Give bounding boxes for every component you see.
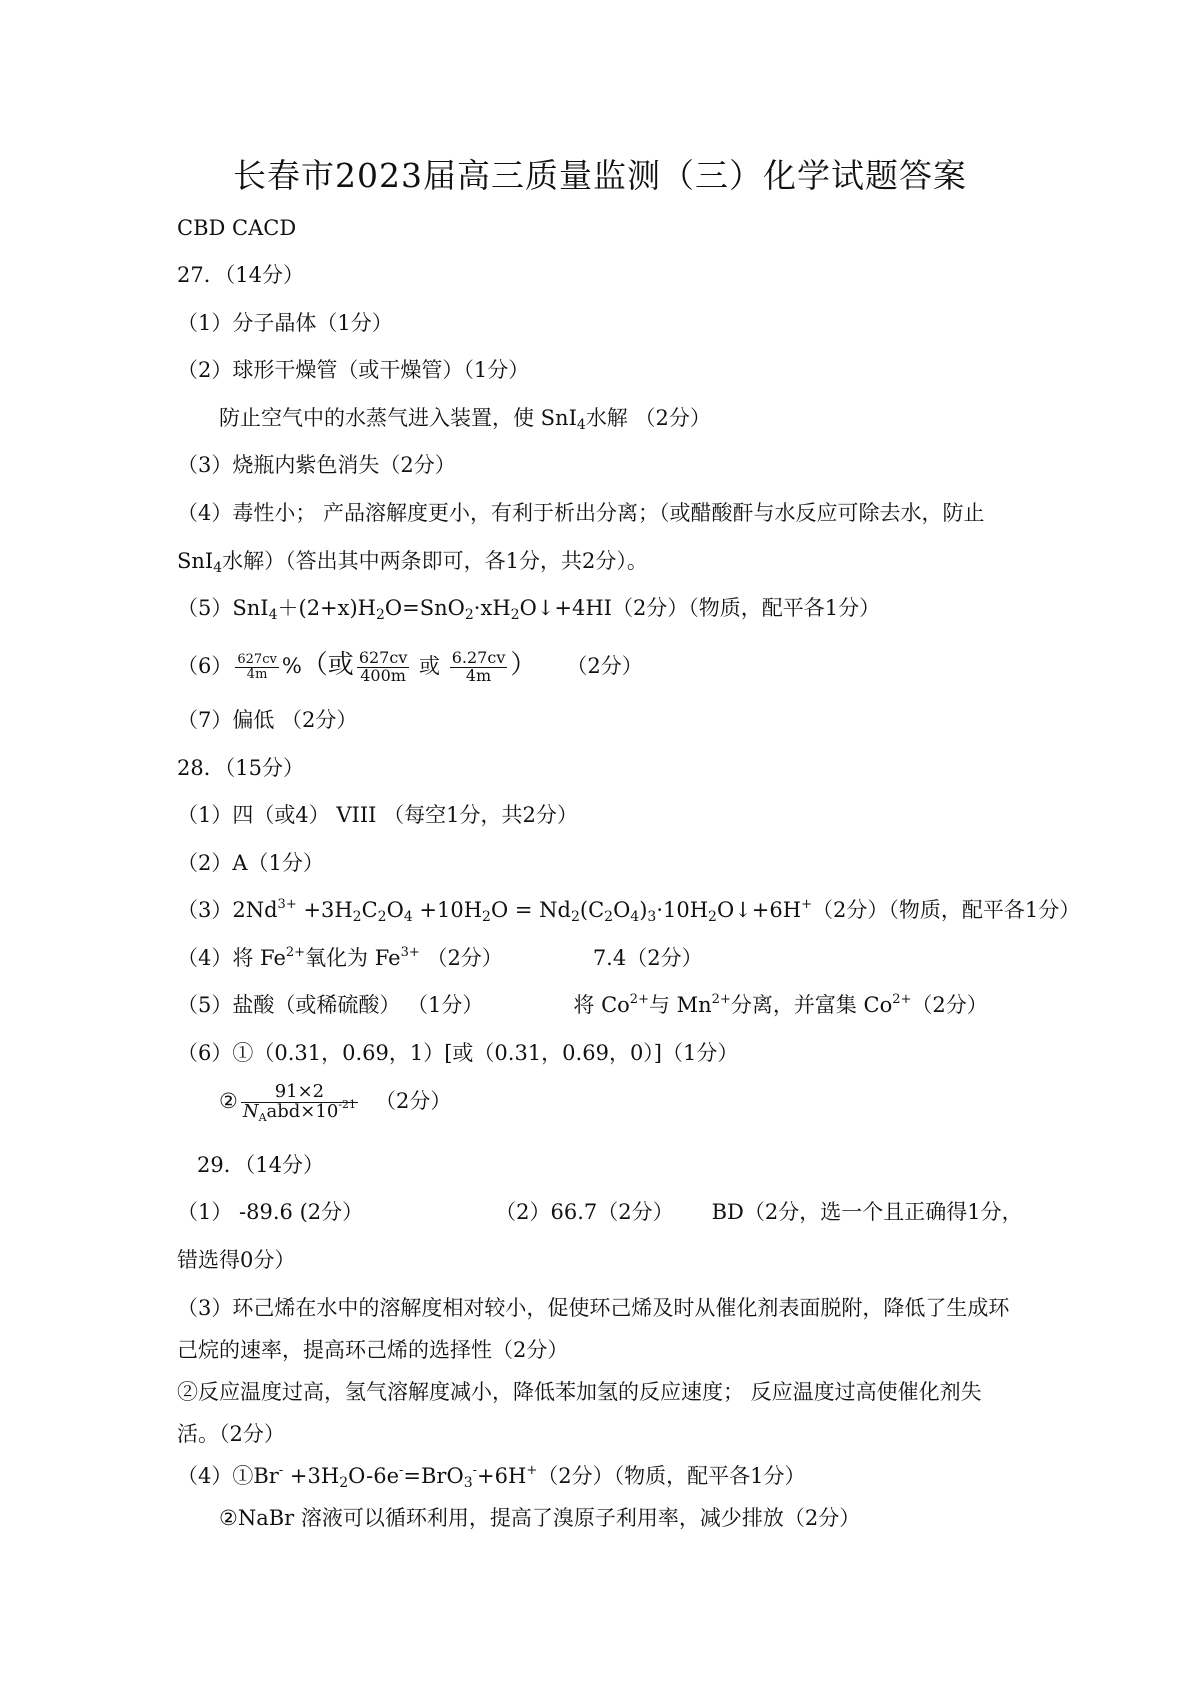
score: （2分） — [375, 1089, 452, 1113]
q28-part1: （1）四（或4） VIII （每空1分，共2分） — [177, 803, 578, 827]
subscript: 4 — [213, 560, 223, 576]
subscript: 4 — [268, 607, 278, 623]
text: ＋(2+x)H — [277, 596, 376, 620]
numerator: 627cv — [358, 648, 408, 668]
text: （2分） — [419, 946, 503, 970]
or-open: （或 — [301, 650, 354, 680]
q29-part4-equation — [177, 1462, 805, 1490]
fraction-627cv-400m — [357, 650, 410, 685]
subscript: 4 — [403, 909, 413, 925]
circle-number: ② — [219, 1089, 238, 1113]
text: 水解 （2分） — [585, 406, 711, 430]
text: O↓+6H — [716, 898, 802, 922]
subscript: A — [258, 1111, 267, 1124]
superscript: 3+ — [277, 897, 297, 912]
numerator: 627cv — [237, 652, 277, 668]
text: =BrO — [403, 1464, 464, 1488]
q27-part5-equation — [177, 594, 880, 622]
q28-part4 — [177, 944, 703, 972]
q28-part2: （2）A（1分） — [177, 851, 324, 875]
close-paren: ） — [510, 650, 537, 680]
q27-part2: （2）球形干燥管（或干燥管）（1分） — [177, 358, 530, 382]
q27-part1: （1）分子晶体（1分） — [177, 311, 393, 335]
subscript: 2 — [604, 909, 614, 925]
text: ) — [639, 898, 648, 922]
page-title: 长春市2023届高三质量监测（三）化学试题答案 — [233, 156, 967, 195]
denominator: 400m — [360, 666, 406, 685]
denominator: 4m — [465, 666, 492, 685]
text: 水解）（答出其中两条即可，各1分，共2分）。 — [222, 549, 648, 573]
q29-part3-line3: ②反应温度过高，氢气溶解度减小，降低苯加氢的反应速度； 反应温度过高使催化剂失 — [177, 1380, 982, 1404]
text: （2）66.7（2分） — [495, 1200, 674, 1224]
q29-part3-line2: 己烷的速率，提高环己烯的选择性（2分） — [177, 1338, 569, 1362]
subscript: 4 — [576, 417, 586, 433]
subscript: 3 — [647, 909, 657, 925]
q28-part5 — [177, 991, 988, 1019]
text: O — [613, 898, 631, 922]
q29-part4-second: ②NaBr 溶液可以循环利用，提高了溴原子利用率，减少排放（2分） — [219, 1506, 861, 1530]
fraction-627cv-4m — [235, 653, 278, 681]
subscript: 2 — [464, 607, 474, 623]
q27-part4-line2 — [177, 547, 648, 575]
text: O — [386, 898, 404, 922]
text: ·10H — [656, 898, 709, 922]
q28-header: 28．（15分） — [177, 756, 304, 780]
text: 与 Mn — [648, 993, 712, 1017]
text: C — [361, 898, 378, 922]
text: (C — [579, 898, 605, 922]
subscript: 2 — [570, 909, 580, 925]
q27-part4-line1: （4）毒性小； 产品溶解度更小，有利于析出分离；（或醋酸酐与水反应可除去水，防止 — [177, 501, 985, 525]
text: 将 Co — [573, 993, 630, 1017]
text: +6H — [477, 1464, 527, 1488]
denominator: 4m — [246, 667, 268, 682]
subscript: 2 — [482, 909, 491, 925]
q28-part6-density — [219, 1080, 451, 1122]
q27-part3: （3）烧瓶内紫色消失（2分） — [177, 453, 456, 477]
numerator: 91×2 — [241, 1083, 358, 1103]
superscript: - — [472, 1463, 478, 1478]
superscript: 2+ — [629, 992, 649, 1007]
q28-part3-equation — [177, 896, 1080, 924]
subscript: 2 — [510, 607, 520, 623]
text: +10H — [412, 898, 483, 922]
superscript: -21 — [338, 1098, 357, 1111]
text: O↓+4HI（2分）（物质，配平各1分） — [519, 596, 881, 620]
text: （2分）（物质，配平各1分） — [811, 898, 1081, 922]
text: （1） -89.6 (2分） — [177, 1200, 364, 1224]
subscript: 2 — [376, 607, 385, 623]
or-word: 或 — [419, 654, 441, 678]
superscript: 2+ — [711, 992, 731, 1007]
superscript: - — [278, 1463, 284, 1478]
q29-part1-2 — [177, 1198, 1023, 1226]
part-label: （6） — [177, 654, 233, 678]
fraction-6.27cv-4m — [450, 650, 508, 685]
text: （4）①Br — [177, 1464, 279, 1488]
text: 氧化为 Fe — [305, 946, 401, 970]
text: （4）将 Fe — [177, 946, 286, 970]
text: （2分） — [911, 993, 988, 1017]
subscript: 2 — [339, 1475, 349, 1491]
text: （5）SnI — [177, 596, 269, 620]
text: BD（2分，选一个且正确得1分， — [711, 1200, 1023, 1224]
numerator: 6.27cv — [451, 648, 506, 668]
superscript: 2+ — [892, 992, 912, 1007]
text: 7.4（2分） — [592, 946, 703, 970]
subscript: 2 — [352, 909, 362, 925]
text: O-6e — [348, 1464, 399, 1488]
q29-part3-line1: （3）环己烯在水中的溶解度相对较小，促使环己烯及时从催化剂表面脱附，降低了生成环 — [177, 1296, 1010, 1320]
superscript: + — [526, 1463, 538, 1478]
subscript: 2 — [708, 909, 717, 925]
text: （3）2Nd — [177, 898, 278, 922]
multiple-choice-answers: CBD CACD — [177, 216, 297, 240]
text: （5）盐酸（或稀硫酸） （1分） — [177, 993, 484, 1017]
text: +3H — [283, 1464, 340, 1488]
q27-part2-reason — [219, 404, 711, 432]
subscript: 4 — [630, 909, 640, 925]
q27-part6-expression — [177, 645, 643, 686]
superscript: 2+ — [285, 945, 306, 960]
q29-part2-cont: 错选得0分） — [177, 1248, 296, 1272]
superscript: + — [801, 897, 812, 912]
percent-sign: % — [281, 654, 302, 678]
text: O=SnO — [384, 596, 465, 620]
text: +3H — [296, 898, 353, 922]
superscript: 3+ — [400, 945, 420, 960]
q28-part6: （6）①（0.31，0.69，1）[或（0.31，0.69，0）]（1分） — [177, 1041, 739, 1065]
score: （2分） — [566, 654, 643, 678]
superscript: - — [399, 1463, 404, 1478]
subscript: 2 — [377, 909, 387, 925]
text: O = Nd — [490, 898, 571, 922]
text: N — [242, 1101, 259, 1122]
denominator — [241, 1098, 358, 1124]
text: 防止空气中的水蒸气进入装置，使 SnI — [219, 406, 577, 430]
text: （2分）（物质，配平各1分） — [537, 1464, 806, 1488]
q27-header: 27．（14分） — [177, 263, 304, 287]
text: 分离，并富集 Co — [730, 993, 893, 1017]
text: ·xH — [473, 596, 511, 620]
density-fraction — [241, 1083, 358, 1122]
text: SnI — [177, 549, 214, 573]
q29-header: 29．（14分） — [197, 1153, 324, 1177]
q27-part7: （7）偏低 （2分） — [177, 708, 358, 732]
subscript: 3 — [463, 1475, 473, 1491]
text: abd×10 — [266, 1101, 339, 1122]
q29-part3-line4: 活。（2分） — [177, 1422, 285, 1446]
